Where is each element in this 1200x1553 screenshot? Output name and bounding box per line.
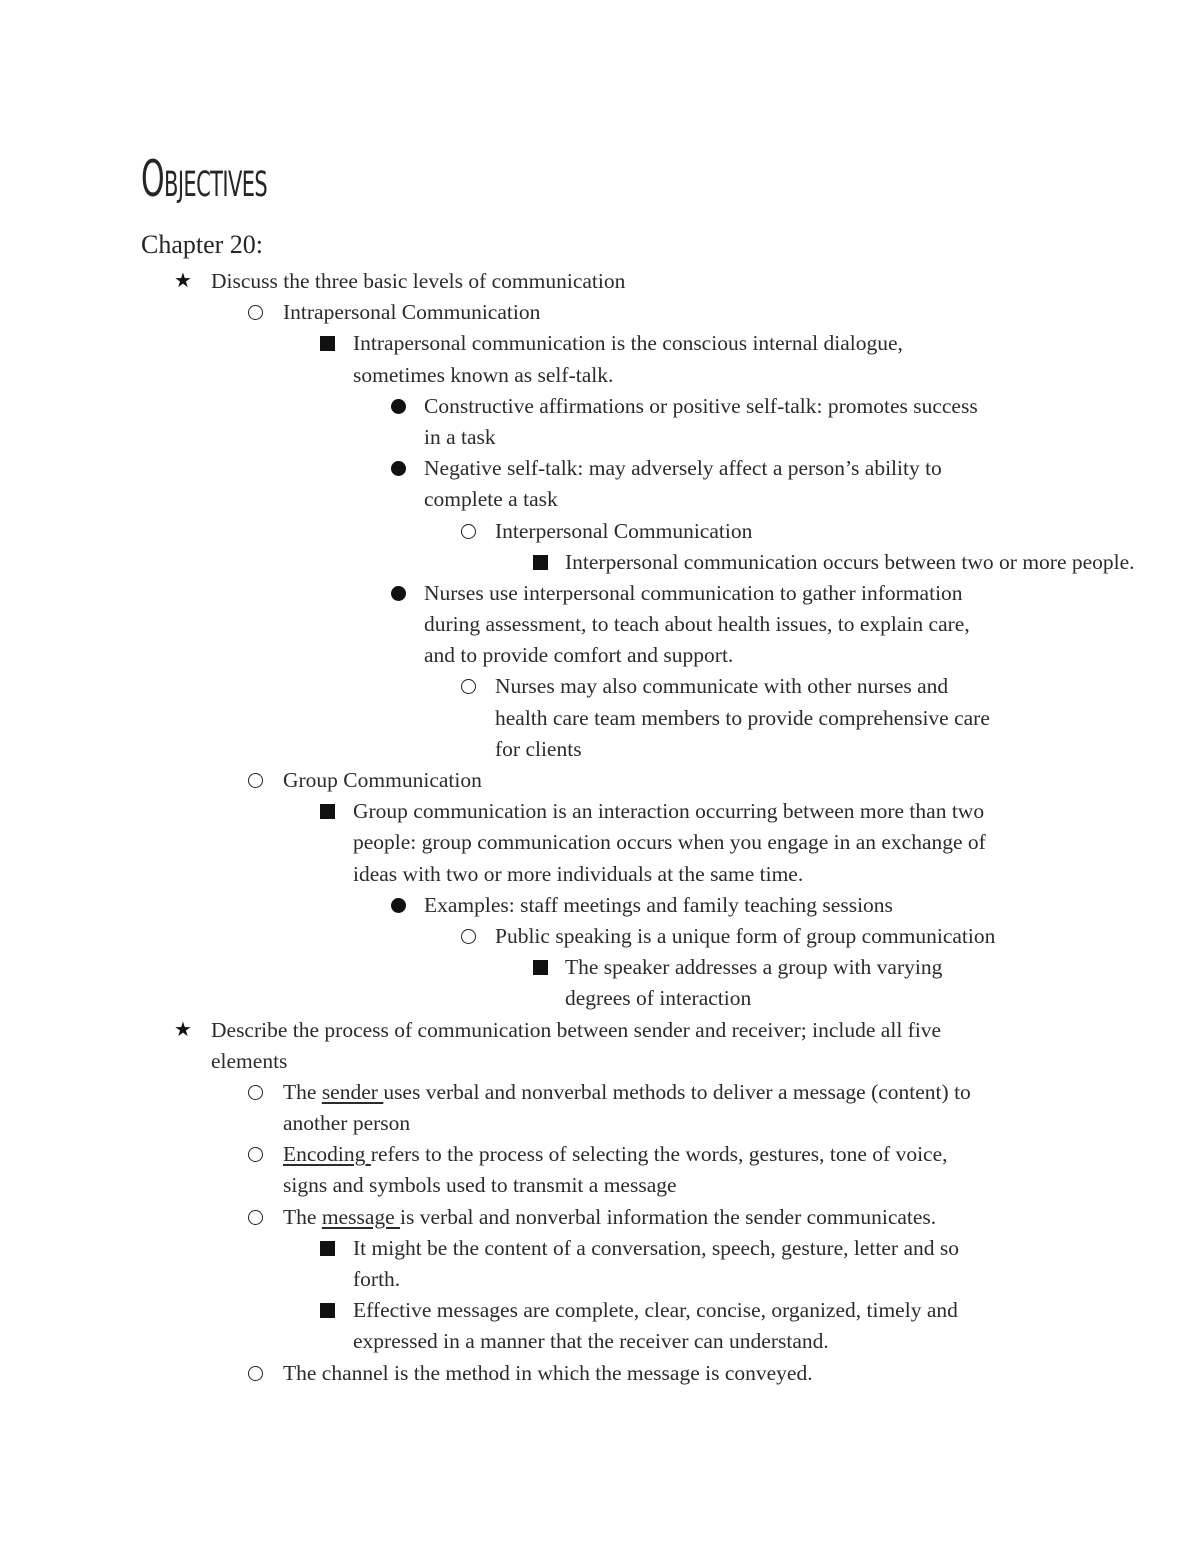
list-item bbox=[0, 1015, 1200, 1046]
dot-bullet-icon bbox=[391, 898, 406, 913]
list-item-text: Constructive affirmations or positive self-talk: promotes success bbox=[424, 393, 978, 418]
list-item-continuation bbox=[0, 1326, 1200, 1357]
square-bullet-icon bbox=[320, 336, 335, 351]
list-item-text: and to provide comfort and support. bbox=[424, 643, 734, 668]
list-item-text: in a task bbox=[424, 424, 496, 449]
dot-bullet-icon bbox=[391, 399, 406, 414]
circle-bullet-icon bbox=[248, 305, 263, 320]
list-item bbox=[0, 391, 1200, 422]
list-item bbox=[0, 765, 1200, 796]
list-item-text: people: group communication occurs when you engage in an exchange of bbox=[353, 830, 986, 855]
star-bullet-icon: ★ bbox=[174, 270, 192, 292]
list-item-continuation bbox=[0, 422, 1200, 453]
list-item bbox=[0, 1202, 1200, 1233]
underlined-term: Encoding bbox=[283, 1142, 371, 1167]
list-item-text: Interpersonal Communication bbox=[495, 518, 753, 543]
list-item bbox=[0, 328, 1200, 359]
underlined-term: message bbox=[321, 1204, 401, 1229]
text-run: uses verbal and nonverbal methods to deliver a message (content) to bbox=[383, 1079, 971, 1104]
list-item bbox=[0, 952, 1200, 983]
list-item-text: Effective messages are complete, clear, concise, organized, timely and bbox=[353, 1298, 958, 1323]
list-item-text bbox=[283, 1202, 936, 1233]
list-item-text bbox=[283, 1077, 971, 1108]
list-item bbox=[0, 1077, 1200, 1108]
list-item bbox=[0, 1358, 1200, 1389]
list-item-text: The speaker addresses a group with varying bbox=[565, 955, 943, 980]
list-item bbox=[0, 890, 1200, 921]
square-bullet-icon bbox=[533, 960, 548, 975]
list-item-text: sometimes known as self-talk. bbox=[353, 362, 614, 387]
list-item-text: signs and symbols used to transmit a message bbox=[283, 1173, 677, 1198]
list-item-text: elements bbox=[211, 1048, 288, 1073]
dot-bullet-icon bbox=[391, 586, 406, 601]
circle-bullet-icon bbox=[461, 524, 476, 539]
circle-bullet-icon bbox=[461, 929, 476, 944]
list-item bbox=[0, 516, 1200, 547]
list-item-text: ideas with two or more individuals at the same time. bbox=[353, 861, 804, 886]
page-title: Objectives bbox=[141, 150, 268, 208]
list-item-text: expressed in a manner that the receiver can understand. bbox=[353, 1329, 829, 1354]
list-item-text: Intrapersonal communication is the conscious internal dialogue, bbox=[353, 331, 903, 356]
list-item bbox=[0, 796, 1200, 827]
list-item-continuation bbox=[0, 1108, 1200, 1139]
list-item-continuation bbox=[0, 360, 1200, 391]
list-item-text: health care team members to provide comprehensive care bbox=[495, 705, 990, 730]
square-bullet-icon bbox=[320, 804, 335, 819]
list-item-text: Interpersonal communication occurs between two or more people. bbox=[565, 549, 1135, 574]
list-item-continuation bbox=[0, 484, 1200, 515]
list-item bbox=[0, 1295, 1200, 1326]
list-item-text: degrees of interaction bbox=[565, 986, 752, 1011]
star-bullet-icon: ★ bbox=[174, 1018, 192, 1041]
list-item-continuation bbox=[0, 734, 1200, 765]
list-item bbox=[0, 266, 1200, 297]
text-run: The bbox=[283, 1079, 322, 1104]
list-item bbox=[0, 1233, 1200, 1264]
list-item-text: Intrapersonal Communication bbox=[283, 300, 541, 325]
list-item-text: Examples: staff meetings and family teaching sessions bbox=[424, 892, 893, 917]
list-item bbox=[0, 1139, 1200, 1170]
circle-bullet-icon bbox=[248, 1366, 263, 1381]
list-item bbox=[0, 578, 1200, 609]
list-item-continuation bbox=[0, 609, 1200, 640]
circle-bullet-icon bbox=[248, 1210, 263, 1225]
circle-bullet-icon bbox=[461, 679, 476, 694]
square-bullet-icon bbox=[320, 1303, 335, 1318]
circle-bullet-icon bbox=[248, 1147, 263, 1162]
list-item-text: forth. bbox=[353, 1267, 401, 1291]
list-item-text: Describe the process of communication between sender and receiver; include all five bbox=[211, 1017, 942, 1042]
list-item-text: complete a task bbox=[424, 487, 558, 512]
outline-list bbox=[0, 266, 1200, 1389]
list-item-text: during assessment, to teach about health issues, to explain care, bbox=[424, 612, 970, 637]
list-item bbox=[0, 297, 1200, 328]
list-item-text: The channel is the method in which the message is conveyed. bbox=[283, 1360, 813, 1385]
dot-bullet-icon bbox=[391, 461, 406, 476]
list-item-continuation bbox=[0, 1264, 1200, 1295]
text-run: refers to the process of selecting the words, gestures, tone of voice, bbox=[370, 1142, 948, 1167]
list-item-text: Public speaking is a unique form of group communication bbox=[495, 923, 996, 948]
list-item-continuation bbox=[0, 827, 1200, 858]
list-item-continuation bbox=[0, 640, 1200, 671]
list-item bbox=[0, 547, 1200, 578]
list-item-continuation bbox=[0, 859, 1200, 890]
list-item-continuation bbox=[0, 1170, 1200, 1201]
list-item-text: for clients bbox=[495, 736, 582, 761]
circle-bullet-icon bbox=[248, 1085, 263, 1100]
chapter-heading: Chapter 20: bbox=[141, 230, 264, 259]
text-run: is verbal and nonverbal information the sender communicates. bbox=[400, 1204, 937, 1229]
list-item bbox=[0, 671, 1200, 702]
list-item-text: Negative self-talk: may adversely affect a person’s ability to bbox=[424, 456, 942, 481]
list-item-continuation bbox=[0, 703, 1200, 734]
list-item-text: Group communication is an interaction occurring between more than two bbox=[353, 799, 985, 824]
list-item-text: Nurses may also communicate with other nurses and bbox=[495, 674, 949, 699]
list-item-text: It might be the content of a conversation, speech, gesture, letter and so bbox=[353, 1235, 959, 1260]
underlined-term: sender bbox=[321, 1079, 384, 1104]
circle-bullet-icon bbox=[248, 773, 263, 788]
list-item-text: Discuss the three basic levels of communication bbox=[211, 269, 626, 293]
list-item-text bbox=[283, 1139, 948, 1170]
list-item-text: Nurses use interpersonal communication to gather information bbox=[424, 580, 963, 605]
list-item-text: another person bbox=[283, 1111, 411, 1136]
list-item bbox=[0, 921, 1200, 952]
list-item-text: Group Communication bbox=[283, 768, 482, 792]
list-item bbox=[0, 453, 1200, 484]
list-item-continuation bbox=[0, 1046, 1200, 1077]
list-item-continuation bbox=[0, 983, 1200, 1014]
text-run: The bbox=[283, 1204, 322, 1229]
square-bullet-icon bbox=[320, 1241, 335, 1256]
square-bullet-icon bbox=[533, 555, 548, 570]
